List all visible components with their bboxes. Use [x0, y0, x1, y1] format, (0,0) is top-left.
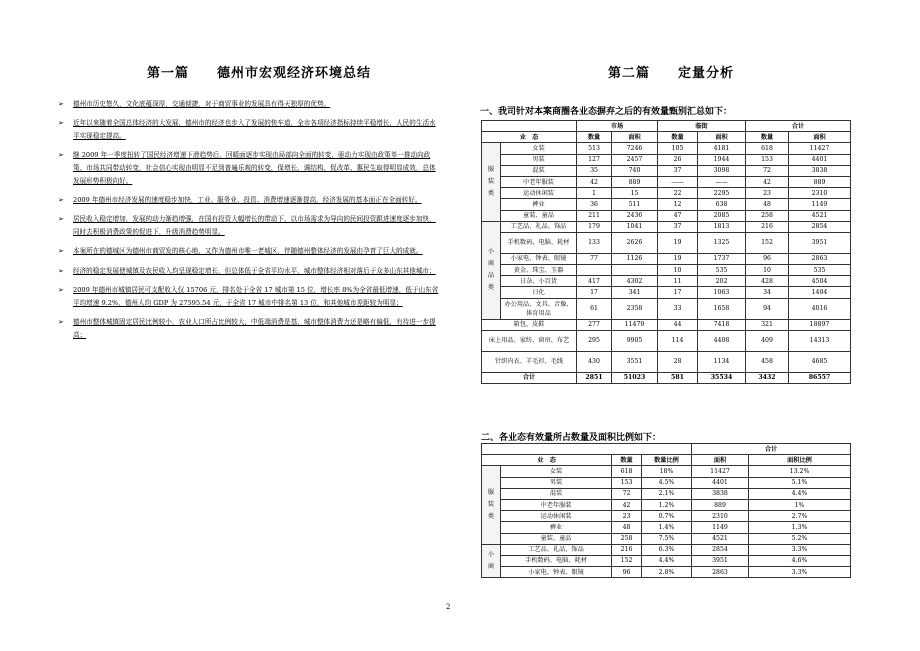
table-cell: 3951	[692, 555, 749, 566]
table-cell: 1%	[749, 499, 851, 510]
table-cell: 19	[658, 253, 698, 264]
table-cell: 手机数码、电脑、耗材	[501, 555, 612, 566]
category-cell: 小 商 品 类	[482, 221, 501, 319]
table-cell: 4401	[692, 477, 749, 488]
table-cell: 裤业	[501, 522, 612, 533]
table-row	[482, 143, 851, 154]
table-cell: 2310	[789, 188, 851, 199]
table-cell: 2.7%	[749, 511, 851, 522]
bullet-item: ➢ 2009 年德州市经济发展的速度稳步加快，工业、服务业、投资、消费增速逐渐提高，经济发展的基本面正在全面转好。	[64, 194, 440, 207]
table-header-cell: 面积	[789, 132, 851, 143]
bullet-item: ➢ 继 2009 年一季度扭转了国民经济增速下滑趋势后，回暖面逐步实现由局部向全面的转变，驱动力实现由政策单一推动向政策、市场共同带动转变，社会信心实现由明显不足到普遍乐观的转变，保增长、调结构、促改革、惠民生取得明显成效，总体发展形势积极向好。	[58, 151, 436, 185]
table-row	[482, 544, 851, 555]
table-header-cell: 临街	[658, 121, 746, 132]
table-cell: 2854	[692, 544, 749, 555]
table-cell: 3951	[789, 232, 851, 253]
table-cell: 2.8%	[642, 567, 692, 578]
table-cell: 10	[658, 265, 698, 276]
table-cell: 女装	[501, 466, 612, 477]
table-cell: 72	[612, 488, 642, 499]
table-cell: 44	[658, 319, 698, 330]
table-cell: 运动休闲装	[501, 188, 577, 199]
table-cell: 11427	[692, 466, 749, 477]
table-cell: 男装	[501, 477, 612, 488]
table-cell: 12	[658, 199, 698, 210]
table-header-cell: 面积	[698, 132, 746, 143]
table-header-cell: 市场	[577, 121, 658, 132]
table-header-cell: 数量	[612, 455, 642, 466]
table-cell: 22	[658, 188, 698, 199]
table-cell: 4401	[789, 154, 851, 165]
table-cell: 152	[612, 555, 642, 566]
table-cell: 箱包、皮鞋	[482, 319, 577, 330]
table-row	[482, 477, 851, 488]
table-cell: 3098	[698, 165, 746, 176]
table-cell: 127	[577, 154, 612, 165]
table-cell: 42	[577, 176, 612, 187]
table-header-cell: 业 态	[482, 132, 577, 143]
table-cell: 341	[612, 287, 658, 298]
bullet-list	[58, 98, 440, 348]
table-cell: 工艺品、礼品、饰品	[501, 544, 612, 555]
table-cell: 114	[658, 330, 698, 351]
table-cell: 96	[746, 253, 789, 264]
table-cell: 1.2%	[642, 499, 692, 510]
table-cell: 581	[658, 372, 698, 383]
table-row	[482, 165, 851, 176]
arrow-bullet-icon: ➢	[58, 266, 64, 275]
table-cell: 458	[746, 351, 789, 372]
table-row	[482, 265, 851, 276]
table-cell: 7418	[698, 319, 746, 330]
bullet-item: ➢ 居民收入稳定增加，发展的动力渐趋增强，在国有投资大幅增长的带动下，以市场需求为导向的民间投资跟进速度逐步加快，同时去积极消费政策的促进下，升级消费趋势明显。	[58, 215, 436, 236]
table-cell: 4.6%	[749, 555, 851, 566]
table-cell: 216	[746, 221, 789, 232]
table-cell: 6.3%	[642, 544, 692, 555]
table-header-cell: 合计	[746, 121, 851, 132]
table-header-cell: 面积	[692, 455, 749, 466]
table-cell: 7.5%	[642, 533, 692, 544]
table-header-cell: 数量	[577, 132, 612, 143]
table-cell: 36	[577, 199, 612, 210]
table-header-cell: 数量	[658, 132, 698, 143]
table-cell: 35534	[698, 372, 746, 383]
table-row	[482, 351, 851, 372]
table-cell: 23	[612, 511, 642, 522]
table-cell: ——	[698, 176, 746, 187]
table-cell: 2295	[698, 188, 746, 199]
bullet-item: ➢ 德州市整体城镇固定居民比例较小，农业人口所占比例较大，中低端消费是基，城市整体消费力还是略有偏低，有待进一步提高；	[58, 318, 436, 339]
table-cell: 1149	[789, 199, 851, 210]
table-row	[482, 319, 851, 330]
table-cell: 61	[577, 298, 612, 319]
table-cell: 889	[692, 499, 749, 510]
table-cell: 7246	[612, 143, 658, 154]
table-cell: 535	[789, 265, 851, 276]
table-cell: 床上用品、家纺、窗帘、布艺	[482, 330, 577, 351]
table-cell: 11479	[612, 319, 658, 330]
bullet-item: ➢ 经济的稳定发展使城镇及农民收入均呈现稳定增长，但总体低于全省平均水平，城市整体经济相对落后于众多山东其他城市；	[64, 265, 440, 278]
table-cell: 86557	[789, 372, 851, 383]
table-cell: 14313	[789, 330, 851, 351]
table-cell: 合计	[482, 372, 577, 383]
table-row	[482, 276, 851, 287]
table-cell: 34	[746, 287, 789, 298]
table-cell: 428	[746, 276, 789, 287]
table-row	[482, 188, 851, 199]
table-cell: ——	[658, 176, 698, 187]
arrow-bullet-icon: ➢	[58, 247, 64, 256]
table-cell: 2085	[698, 210, 746, 221]
table-row	[482, 154, 851, 165]
table-cell: 混装	[501, 165, 577, 176]
table-cell: 4408	[698, 330, 746, 351]
left-page-title: 第一篇 德州市宏观经济环境总结	[147, 66, 372, 81]
table-cell: 48	[746, 199, 789, 210]
table-cell: 105	[658, 143, 698, 154]
table-cell: 1	[577, 188, 612, 199]
table-cell: 2436	[612, 210, 658, 221]
table-cell: 1063	[698, 287, 746, 298]
table-cell: 办公用品、文具、音像、体育用品	[501, 298, 577, 319]
table-cell: 3838	[789, 165, 851, 176]
table-cell: 1.4%	[642, 522, 692, 533]
table-cell: 511	[612, 199, 658, 210]
table-cell: 1813	[698, 221, 746, 232]
table-cell: 740	[612, 165, 658, 176]
bullet-item: ➢ 德州市历史悠久，文化底蕴深厚，交通便捷，对于商贸事业的发展具有得天独厚的优势。	[64, 98, 440, 111]
table-header-cell: 合计	[692, 444, 851, 455]
table-cell: 1404	[789, 287, 851, 298]
table-cell: 1325	[698, 232, 746, 253]
table-cell: 2854	[789, 221, 851, 232]
table-cell: 日杂、小百货	[501, 276, 577, 287]
table-row	[482, 199, 851, 210]
table-cell: 4504	[789, 276, 851, 287]
table-cell: 4521	[789, 210, 851, 221]
table-cell: 618	[612, 466, 642, 477]
table-header-cell: 面积	[612, 132, 658, 143]
table-row	[482, 176, 851, 187]
table-cell: 28	[658, 351, 698, 372]
table-cell: 48	[612, 522, 642, 533]
table-cell: 4.4%	[749, 488, 851, 499]
bullet-item: ➢ 本案所在的德城区为德州市商贸发的核心地，又作为德州市唯一老城区，伴随德州整体经济的发展由孕育了巨大的成就。	[64, 245, 440, 258]
table-row	[482, 488, 851, 499]
table-cell: 男装	[501, 154, 577, 165]
table-cell: 童装、童品	[501, 533, 612, 544]
bullet-item: ➢ 近年以来随着全国总体经济的大发展，德州市的经济也步入了发展的快车道，全市各项经济指标持续平稳增长，人民的生活水平实现稳定提高。	[58, 119, 436, 140]
table-cell: 216	[612, 544, 642, 555]
table-cell: 889	[612, 176, 658, 187]
table-row	[482, 210, 851, 221]
table-cell: 4302	[612, 276, 658, 287]
table-cell: 51023	[612, 372, 658, 383]
table-cell: 5.2%	[749, 533, 851, 544]
arrow-bullet-icon: ➢	[58, 215, 64, 224]
table-cell: 15	[612, 188, 658, 199]
table-row	[482, 287, 851, 298]
table-cell: 3.3%	[749, 567, 851, 578]
table-cell	[612, 265, 658, 276]
table-cell: 2457	[612, 154, 658, 165]
table-cell: 2358	[612, 298, 658, 319]
table-cell: 工艺品、礼品、饰品	[501, 221, 577, 232]
table-row	[482, 232, 851, 253]
table-cell: 42	[746, 176, 789, 187]
arrow-bullet-icon: ➢	[58, 119, 64, 128]
table-row	[482, 221, 851, 232]
table-cell: 133	[577, 232, 612, 253]
table-cell: 1.3%	[749, 522, 851, 533]
table-cell: 女装	[501, 143, 577, 154]
table-cell: 202	[698, 276, 746, 287]
table-header-cell	[482, 444, 692, 455]
table-cell: 小家电、钟表、眼镜	[501, 567, 612, 578]
table-cell: 152	[746, 232, 789, 253]
table-cell: 4181	[698, 143, 746, 154]
table-cell: 72	[746, 165, 789, 176]
table-row	[482, 298, 851, 319]
table-cell: 77	[577, 253, 612, 264]
table-cell: 17	[577, 287, 612, 298]
table-header-row	[482, 455, 851, 466]
table-cell: 小家电、钟表、眼镜	[501, 253, 577, 264]
table-cell: 2863	[692, 567, 749, 578]
table-cell: 94	[746, 298, 789, 319]
table-cell: 黄金、珠宝、玉器	[501, 265, 577, 276]
table-row	[482, 330, 851, 351]
table-cell: 17	[658, 287, 698, 298]
table-cell: 638	[698, 199, 746, 210]
table-cell: 258	[612, 533, 642, 544]
arrow-bullet-icon: ➢	[58, 151, 64, 160]
table-header-cell	[482, 121, 577, 132]
table-cell: 0.7%	[642, 511, 692, 522]
table-cell: 1658	[698, 298, 746, 319]
table-cell: 日化	[501, 287, 577, 298]
table-cell: 535	[698, 265, 746, 276]
category-cell: 服 装 类	[482, 143, 501, 221]
table-cell: 1041	[612, 221, 658, 232]
category-cell: 小 商	[482, 544, 501, 578]
table-row	[482, 499, 851, 510]
table-cell: 277	[577, 319, 612, 330]
table-cell: 321	[746, 319, 789, 330]
table-cell: 3.3%	[749, 544, 851, 555]
table-cell: 18897	[789, 319, 851, 330]
section-2-heading: 二、各业态有效量所占数量及面积比例如下：	[481, 433, 662, 443]
page-number: 2	[446, 603, 451, 611]
table-cell: 889	[789, 176, 851, 187]
table-cell: 430	[577, 351, 612, 372]
arrow-bullet-icon: ➢	[58, 195, 64, 204]
table-cell: 裤业	[501, 199, 577, 210]
table-cell: 33	[658, 298, 698, 319]
table-cell: 47	[658, 210, 698, 221]
table-cell: 26	[658, 154, 698, 165]
table-cell: 3432	[746, 372, 789, 383]
arrow-bullet-icon: ➢	[58, 286, 64, 295]
share-ratio-table	[481, 443, 851, 578]
effective-volume-table	[481, 120, 851, 384]
table-cell: 1126	[612, 253, 658, 264]
table-cell: 18%	[642, 466, 692, 477]
table-total-row	[482, 372, 851, 383]
table-header-cell: 数量比例	[642, 455, 692, 466]
table-cell: 13.2%	[749, 466, 851, 477]
table-cell: 211	[577, 210, 612, 221]
table-cell: 42	[612, 499, 642, 510]
table-cell: 10	[746, 265, 789, 276]
table-cell: 513	[577, 143, 612, 154]
table-cell: 96	[612, 567, 642, 578]
table-cell: 3551	[612, 351, 658, 372]
table-row	[482, 511, 851, 522]
table-header-cell: 业 态	[482, 455, 612, 466]
table-cell: 179	[577, 221, 612, 232]
table-cell: 37	[658, 221, 698, 232]
table-row	[482, 533, 851, 544]
table-cell: 混装	[501, 488, 612, 499]
table-cell: 417	[577, 276, 612, 287]
table-cell: 2863	[789, 253, 851, 264]
table-row	[482, 466, 851, 477]
table-cell: 9905	[612, 330, 658, 351]
section-1-heading: 一、我司针对本案商圈各业态摒弃之后的有效量甄别汇总如下：	[480, 107, 733, 117]
table-cell: 153	[746, 154, 789, 165]
table-header-cell: 面积比例	[749, 455, 851, 466]
arrow-bullet-icon: ➢	[58, 318, 64, 327]
table-cell: 35	[577, 165, 612, 176]
table-cell: 童装、童品	[501, 210, 577, 221]
table-cell: 4521	[692, 533, 749, 544]
table-cell: 4.4%	[642, 555, 692, 566]
table-header-cell: 数量	[746, 132, 789, 143]
table-cell: 258	[746, 210, 789, 221]
table-cell: 37	[658, 165, 698, 176]
table-cell: 1944	[698, 154, 746, 165]
table-cell: 中老年服装	[501, 176, 577, 187]
table-cell: 295	[577, 330, 612, 351]
table-cell: 153	[612, 477, 642, 488]
table-row	[482, 522, 851, 533]
table-cell: 409	[746, 330, 789, 351]
table-cell: 手机数码、电脑、耗材	[501, 232, 577, 253]
category-cell: 服 装 类	[482, 466, 501, 544]
table-cell: 23	[746, 188, 789, 199]
table-cell: 中老年服装	[501, 499, 612, 510]
table-row	[482, 253, 851, 264]
table-cell: 5.1%	[749, 477, 851, 488]
table-cell: 2310	[692, 511, 749, 522]
table-header-row	[482, 121, 851, 132]
table-cell: 2851	[577, 372, 612, 383]
table-cell: 4.5%	[642, 477, 692, 488]
table-cell: 1149	[692, 522, 749, 533]
table-cell: 针织内衣、羊毛衫、毛线	[482, 351, 577, 372]
arrow-bullet-icon: ➢	[58, 100, 64, 108]
table-cell: 4685	[789, 351, 851, 372]
table-cell: 运动休闲装	[501, 511, 612, 522]
table-row	[482, 555, 851, 566]
table-cell	[577, 265, 612, 276]
table-cell: 2626	[612, 232, 658, 253]
table-header-row	[482, 444, 851, 455]
table-header-row	[482, 132, 851, 143]
table-cell: 11427	[789, 143, 851, 154]
table-cell: 11	[658, 276, 698, 287]
bullet-item: ➢ 2009 年德州市城镇居民可支配收入仅 15706 元，排名处于全省 17 城市第 15 位，增长率 8%为全省最低增速，低于山东省平均增速 9.2%，德州人均 GDP 为 27595.54 元，于全省 17 城市中排名第 13 位，和其他城市差距较为明显；	[58, 286, 439, 307]
table-cell: 618	[746, 143, 789, 154]
table-cell: 1134	[698, 351, 746, 372]
table-row	[482, 567, 851, 578]
table-cell: 4016	[789, 298, 851, 319]
table-cell: 19	[658, 232, 698, 253]
table-cell: 1737	[698, 253, 746, 264]
right-page-title: 第二篇 定量分析	[608, 66, 735, 81]
table-cell: 2.1%	[642, 488, 692, 499]
table-cell: 3838	[692, 488, 749, 499]
